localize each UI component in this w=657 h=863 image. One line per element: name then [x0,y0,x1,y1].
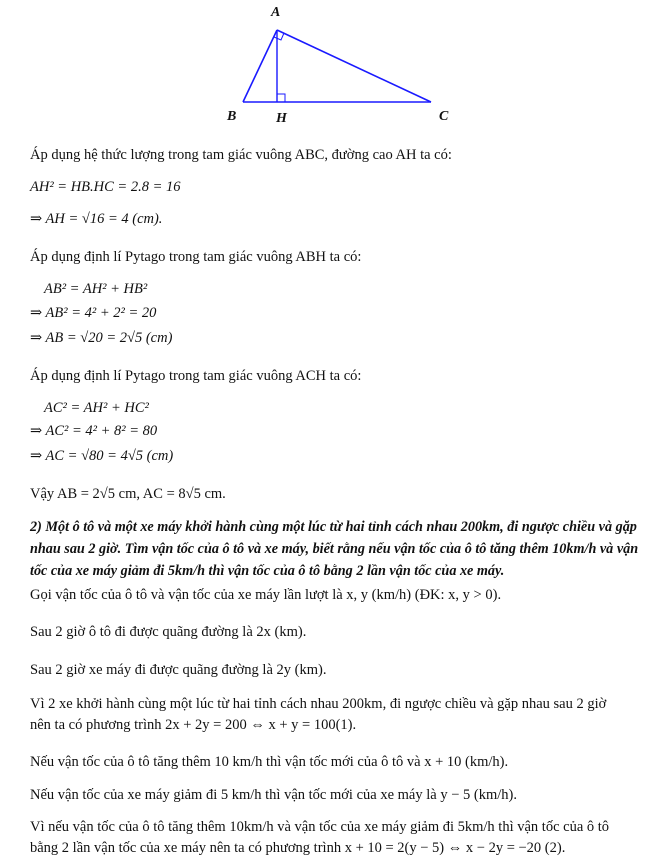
solution-step-1: Gọi vận tốc của ô tô và vận tốc của xe máy lần lượt là x, y (km/h) (ĐK: x, y > 0). [30,587,502,603]
solution-step-6: Nếu vận tốc của xe máy giảm đi 5 km/h thì vận tốc mới của xe máy là y − 5 (km/h). [30,787,517,803]
right-angle-mark-h [277,94,285,102]
equation-ab-squared-value: ⇒ AB² = 4² + 2² = 20 [30,305,157,321]
solution-step-2: Sau 2 giờ ô tô đi được quãng đường là 2x (km). [30,624,307,640]
equation-ac-squared-value: ⇒ AC² = 4² + 8² = 80 [30,423,158,439]
side-ac [277,30,431,102]
label-a: A [271,5,281,20]
intro-line: Áp dụng hệ thức lượng trong tam giác vuông ABC, đường cao AH ta có: [30,147,452,163]
pytago-ach-line: Áp dụng định lí Pytago trong tam giác vuông ACH ta có: [30,368,362,384]
solution-step-5: Nếu vận tốc của ô tô tăng thêm 10 km/h thì vận tốc mới của ô tô và x + 10 (km/h). [30,754,509,770]
equation-ah-squared: AH² = HB.HC = 2.8 = 16 [30,179,181,195]
side-ab [243,30,277,102]
pytago-abh-line: Áp dụng định lí Pytago trong tam giác vuông ABH ta có: [30,249,362,265]
equation-ac: ⇒ AC = √80 = 4√5 (cm) [30,448,174,464]
label-h: H [276,111,287,126]
conclusion-line: Vậy AB = 2√5 cm, AC = 8√5 cm. [30,486,226,502]
problem-2-statement: 2) Một ô tô và một xe máy khởi hành cùng một lúc từ hai tỉnh cách nhau 200km, đi ngược chiều và gặp nhau sau 2 giờ. Tìm vận tốc của ô tô và xe máy, biết rằng nếu vận tốc của ô tô tăng thêm 10km/h và vận tốc của xe máy giảm đi 5km/h thì vận tốc của ô tô bằng 2 lần vận tốc của xe máy. [30,519,639,579]
label-b: B [227,109,237,124]
equation-ab-squared: AB² = AH² + HB² [44,281,148,297]
equation-ah: ⇒ AH = √16 = 4 (cm). [30,211,163,227]
label-c: C [439,109,449,124]
solution-step-3: Sau 2 giờ xe máy đi được quãng đường là 2y (km). [30,662,327,678]
equation-ab: ⇒ AB = √20 = 2√5 (cm) [30,330,173,346]
solution-step-4: Vì 2 xe khởi hành cùng một lúc từ hai tỉnh cách nhau 200km, đi ngược chiều và gặp nhau sau 2 giờ nên ta có phương trình 2x + 2y = 200 ⇔ x + y = 100(1). [30,696,607,733]
triangle-figure [215,0,475,130]
equation-ac-squared: AC² = AH² + HC² [44,400,149,416]
solution-step-7: Vì nếu vận tốc của ô tô tăng thêm 10km/h và vận tốc của xe máy giảm đi 5km/h thì vận tốc của ô tô bằng 2 lần vận tốc của xe máy nên ta có phương trình x + 10 = 2(y − 5) ⇔ x − 2y = −20 (2). [30,819,610,856]
